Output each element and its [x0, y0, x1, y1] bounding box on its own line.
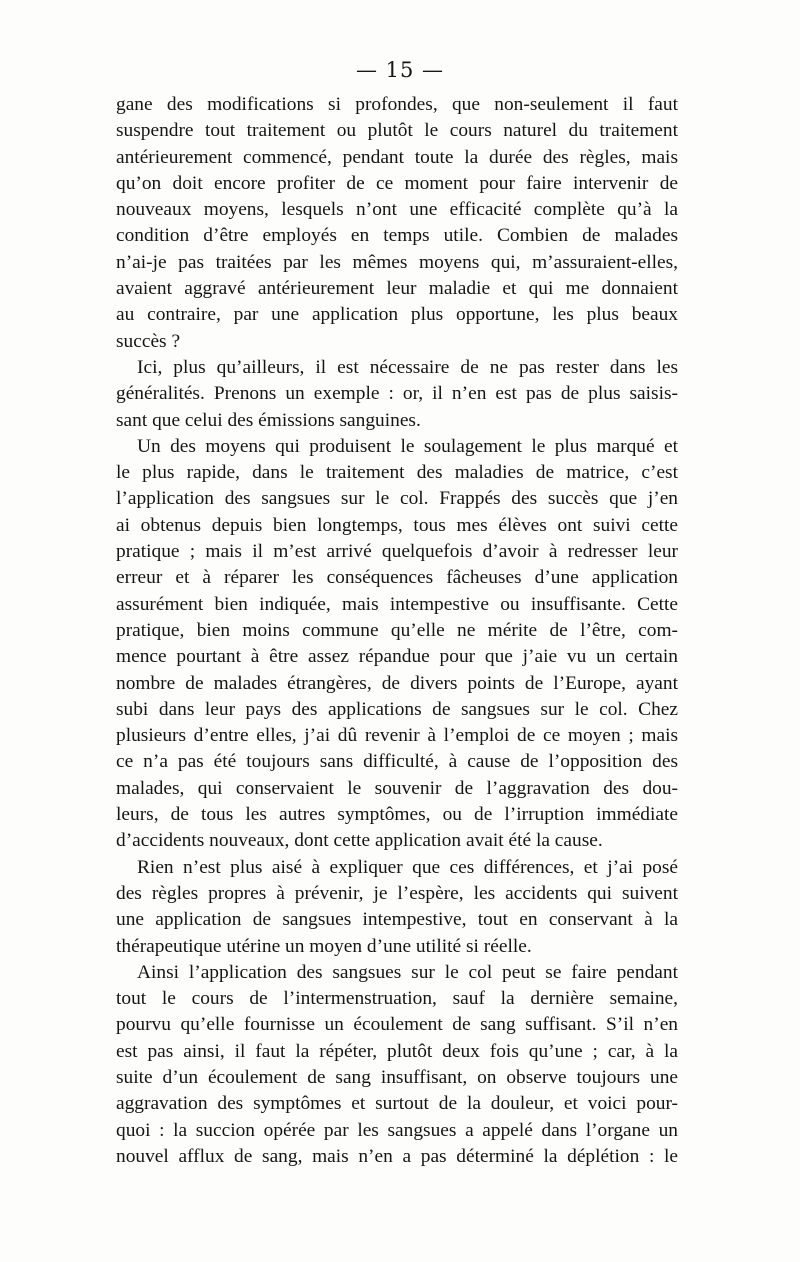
text-line: n’ai-je pas traitées par les mêmes moyens qui, m’assuraient-elles,	[116, 251, 678, 273]
text-line: ai obtenus depuis bien longtemps, tous mes élèves ont suivi cette	[116, 514, 678, 536]
text-line: plusieurs d’entre elles, j’ai dû revenir à l’emploi de ce moyen ; mais	[116, 725, 678, 747]
text-line: malades, qui conservaient le souvenir de l’aggravation des dou-	[116, 777, 678, 799]
text-line: aggravation des symptômes et surtout de la douleur, et voici pour-	[116, 1093, 678, 1115]
text-line: gane des modifications si profondes, que non-seulement il faut	[116, 94, 678, 115]
text-line: pourvu qu’elle fournisse un écoulement de sang suffisant. S’il n’en	[116, 1014, 678, 1036]
text-line: succès ?	[116, 330, 181, 352]
text-line: thérapeutique utérine un moyen d’une utilité si réelle.	[116, 935, 532, 957]
text-line: suspendre tout traitement ou plutôt le cours naturel du traitement	[116, 120, 678, 142]
text-line: nouveaux moyens, lesquels n’ont une efficacité complète qu’à la	[116, 199, 678, 221]
text-line: suite d’un écoulement de sang insuffisant, on observe toujours une	[116, 1066, 678, 1088]
text-line: des règles propres à prévenir, je l’espère, les accidents qui suivent	[116, 882, 678, 904]
text-line: assurément bien indiquée, mais intempestive ou insuffisante. Cette	[116, 593, 678, 615]
text-line: qu’on doit encore profiter de ce moment pour faire intervenir de	[116, 172, 678, 194]
text-line: Rien n’est plus aisé à expliquer que ces différences, et j’ai posé	[137, 856, 678, 878]
text-line: généralités. Prenons un exemple : or, il n’en est pas de plus saisis-	[116, 383, 678, 405]
text-line: Ici, plus qu’ailleurs, il est nécessaire de ne pas rester dans les	[137, 356, 678, 378]
text-line: pratique ; mais il m’est arrivé quelquefois d’avoir à redresser leur	[116, 541, 678, 563]
text-line: ce n’a pas été toujours sans difficulté, à cause de l’opposition des	[116, 751, 678, 773]
text-line: l’application des sangsues sur le col. Frappés des succès que j’en	[116, 488, 678, 510]
text-line: tout le cours de l’intermenstruation, sauf la dernière semaine,	[116, 988, 678, 1010]
body-text	[116, 92, 678, 1170]
text-line: condition d’être employés en temps utile. Combien de malades	[116, 225, 678, 247]
text-line: subi dans leur pays des applications de sangsues sur le col. Chez	[116, 698, 678, 720]
text-line: erreur et à réparer les conséquences fâcheuses d’une application	[116, 567, 678, 589]
text-line: antérieurement commencé, pendant toute la durée des règles, mais	[116, 146, 678, 168]
text-line: d’accidents nouveaux, dont cette application avait été la cause.	[116, 830, 603, 852]
text-line: Ainsi l’application des sangsues sur le col peut se faire pendant	[137, 961, 678, 983]
text-line: est pas ainsi, il faut la répéter, plutôt deux fois qu’une ; car, à la	[116, 1040, 678, 1062]
text-line: leurs, de tous les autres symptômes, ou de l’irruption immédiate	[116, 804, 678, 826]
text-line: avaient aggravé antérieurement leur maladie et qui me donnaient	[116, 278, 678, 300]
text-line: sant que celui des émissions sanguines.	[116, 409, 421, 431]
text-line: au contraire, par une application plus opportune, les plus beaux	[116, 304, 678, 326]
page-number: — 15 —	[355, 58, 445, 82]
text-line: nombre de malades étrangères, de divers points de l’Europe, ayant	[116, 672, 678, 694]
text-line: Un des moyens qui produisent le soulagement le plus marqué et	[137, 435, 678, 457]
text-line: le plus rapide, dans le traitement des maladies de matrice, c’est	[116, 462, 678, 484]
text-line: nouvel afflux de sang, mais n’en a pas déterminé la déplétion : le	[116, 1145, 678, 1167]
text-line: mence pourtant à être assez répandue pour que j’aie vu un certain	[116, 646, 678, 668]
text-line: pratique, bien moins commune qu’elle ne mérite de l’être, com-	[116, 619, 678, 641]
text-line: une application de sangsues intempestive, tout en conservant à la	[116, 909, 678, 931]
text-line: quoi : la succion opérée par les sangsues a appelé dans l’organe un	[116, 1119, 678, 1141]
